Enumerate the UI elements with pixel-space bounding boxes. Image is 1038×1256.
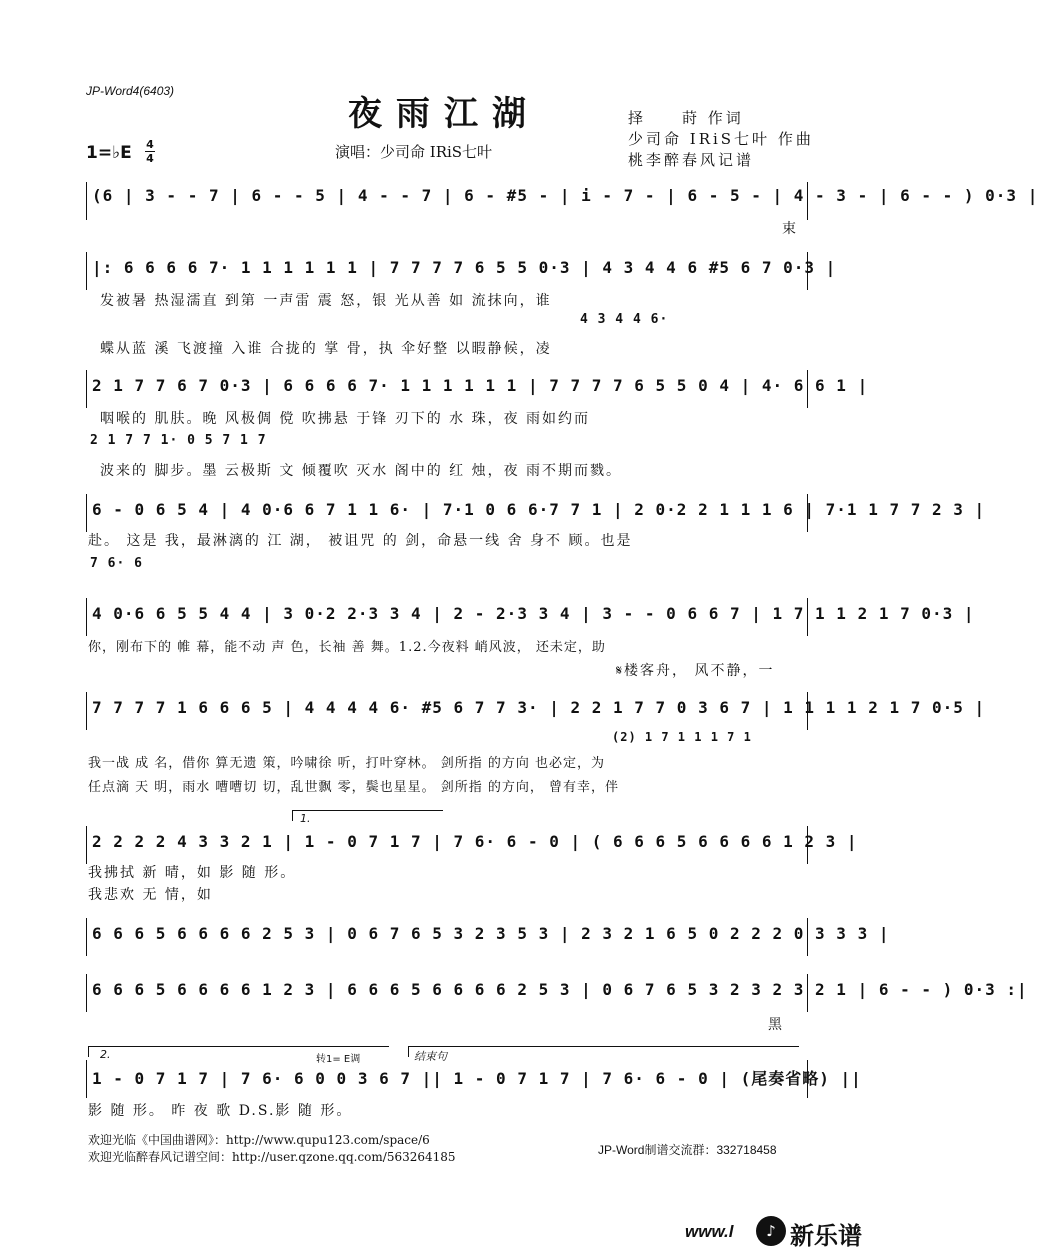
lyric-line: 你，刚布下的 帷 幕，能不动 声 色，长袖 善 舞。1.2.今夜料 峭风波， 还未定，助 <box>88 640 606 655</box>
song-title: 夜雨江湖 <box>348 94 540 134</box>
notation-line: 1 - 0 7 1 7 | 7 6· 6 0 0 3 6 7 || 1 - 0 7 1 7 | 7 6· 6 - 0 | (尾奏省略) || <box>92 1069 862 1088</box>
alt-notes: (2) 1 7 1 1 1 7 1 <box>612 730 752 744</box>
lyric-line: 咽喉的 肌肤。晚 风极倜 傥 吹拂悬 于锋 刃下的 水 珠，夜 雨如约而 <box>100 411 591 427</box>
lyric-line: 发被暑 热湿濡直 到第 一声雷 震 怒，银 光从善 如 流抹向，谁 <box>100 293 552 309</box>
lyric-line: 蝶从蓝 溪 飞渡撞 入谁 合拢的 掌 骨，执 伞好整 以暇静候，凌 <box>100 341 552 357</box>
notation-line: 7 7 7 7 1 6 6 6 5 | 4 4 4 4 6· #5 6 7 7 3· | 2 2 1 7 7 0 3 6 7 | 1 1 1 1 2 1 7 0·5 | <box>92 698 986 717</box>
notation-line: 6 - 0 6 5 4 | 4 0·6 6 7 1 1 6· | 7·1 0 6 6·7 7 1 | 2 0·2 2 1 1 1 6 | 7·1 1 7 7 2 3 | <box>92 500 986 519</box>
second-ending-label: 2. <box>100 1048 111 1061</box>
notation-line: 4 0·6 6 5 5 4 4 | 3 0·2 2·3 3 4 | 2 - 2·3 3 4 | 3 - - 0 6 6 7 | 1 7 1 1 2 1 7 0·3 | <box>92 604 975 623</box>
notation-line: 6 6 6 5 6 6 6 6 2 5 3 | 0 6 7 6 5 3 2 3 5 3 | 2 3 2 1 6 5 0 2 2 2 0 3 3 3 | <box>92 924 890 943</box>
first-ending-bracket <box>292 810 443 821</box>
lyric-line: 波来的 脚步。墨 云极斯 文 倾覆吹 灭水 阁中的 红 烛，夜 雨不期而戮。 <box>100 463 623 479</box>
notation-line: (6 | 3 - - 7 | 6 - - 5 | 4 - - 7 | 6 - #5 - | i - 7 - | 6 - 5 - | 4 - 3 - | 6 - - ) 0·3 | <box>92 186 1038 205</box>
software-version: JP-Word4(6403) <box>86 84 175 98</box>
coda-label: 结束句 <box>414 1050 447 1063</box>
lyric-line: 束 <box>782 221 798 237</box>
lyric-line: 赴。 这是 我，最淋漓的 江 湖， 被诅咒 的 剑，命悬一线 舍 身不 顾。也是 <box>88 533 633 549</box>
watermark-url: www.l <box>685 1222 734 1241</box>
transcriber: 桃李醉春风记谱 <box>628 151 755 169</box>
first-ending-label: 1. <box>300 812 311 825</box>
footer-links <box>88 1132 456 1166</box>
alt-notes: 7 6· 6 <box>90 556 143 571</box>
alt-notes: 4 3 4 4 6· <box>580 312 669 327</box>
time-signature <box>145 139 155 164</box>
notation-line: 6 6 6 5 6 6 6 6 1 2 3 | 6 6 6 5 6 6 6 6 2 5 3 | 0 6 7 6 5 3 2 3 2 3 2 1 | 6 - - ) 0·3 :| <box>92 980 1028 999</box>
notation-line: 2 2 2 2 4 3 3 2 1 | 1 - 0 7 1 7 | 7 6· 6 - 0 | ( 6 6 6 5 6 6 6 6 1 2 3 | <box>92 832 858 851</box>
lyric-line: 我悲欢 无 情，如 <box>88 887 213 903</box>
lyric-line: 我一战 成 名，借你 算无遗 策，吟啸徐 听，打叶穿林。 剑所指 的方向 也必定，为 <box>88 756 606 771</box>
footer-line-2[interactable]: 欢迎光临醉春风记谱空间：http://user.qzone.qq.com/563264185 <box>88 1150 456 1164</box>
key-signature: 1=♭E <box>86 143 132 163</box>
time-top: 4 <box>146 138 154 151</box>
lyric-line: 影 随 形。 昨 夜 歌 D.S.影 随 形。 <box>88 1103 353 1119</box>
music-disc-icon: ♪ <box>756 1216 786 1246</box>
lyric-line: 任点滴 天 明，雨水 嘈嘈切 切，乱世飘 零，鬓也星星。 剑所指 的方向， 曾有幸，伴 <box>88 780 620 795</box>
lyricist: 择 莳 作词 <box>628 109 744 127</box>
modulation-mark: 转1= E调 <box>316 1054 361 1065</box>
footer-line-1[interactable]: 欢迎光临《中国曲谱网》：http://www.qupu123.com/space/6 <box>88 1133 430 1147</box>
notation-line: |: 6 6 6 6 7· 1 1 1 1 1 1 | 7 7 7 7 6 5 5 0·3 | 4 3 4 4 6 #5 6 7 0·3 | <box>92 258 837 277</box>
watermark-brand: 新乐谱 <box>790 1222 862 1250</box>
group-info: JP-Word制谱交流群：332718458 <box>598 1143 777 1157</box>
alt-notes: 2 1 7 7 1· 0 5 7 1 7 <box>90 433 267 448</box>
notation-line: 2 1 7 7 6 7 0·3 | 6 6 6 6 7· 1 1 1 1 1 1 | 7 7 7 7 6 5 5 0 4 | 4· 6 6 1 | <box>92 376 869 395</box>
composer: 少司命 IRiS七叶 作曲 <box>628 130 814 148</box>
time-bottom: 4 <box>146 152 154 165</box>
lyric-line: 黑 <box>768 1017 784 1033</box>
singer: 演唱：少司命 IRiS七叶 <box>335 143 493 161</box>
lyric-line: 我拂拭 新 晴，如 影 随 形。 <box>88 865 297 881</box>
coda-bracket <box>408 1046 799 1057</box>
credits <box>628 108 814 171</box>
lyric-line: 𝄋楼客舟， 风不静，一 <box>616 663 775 679</box>
